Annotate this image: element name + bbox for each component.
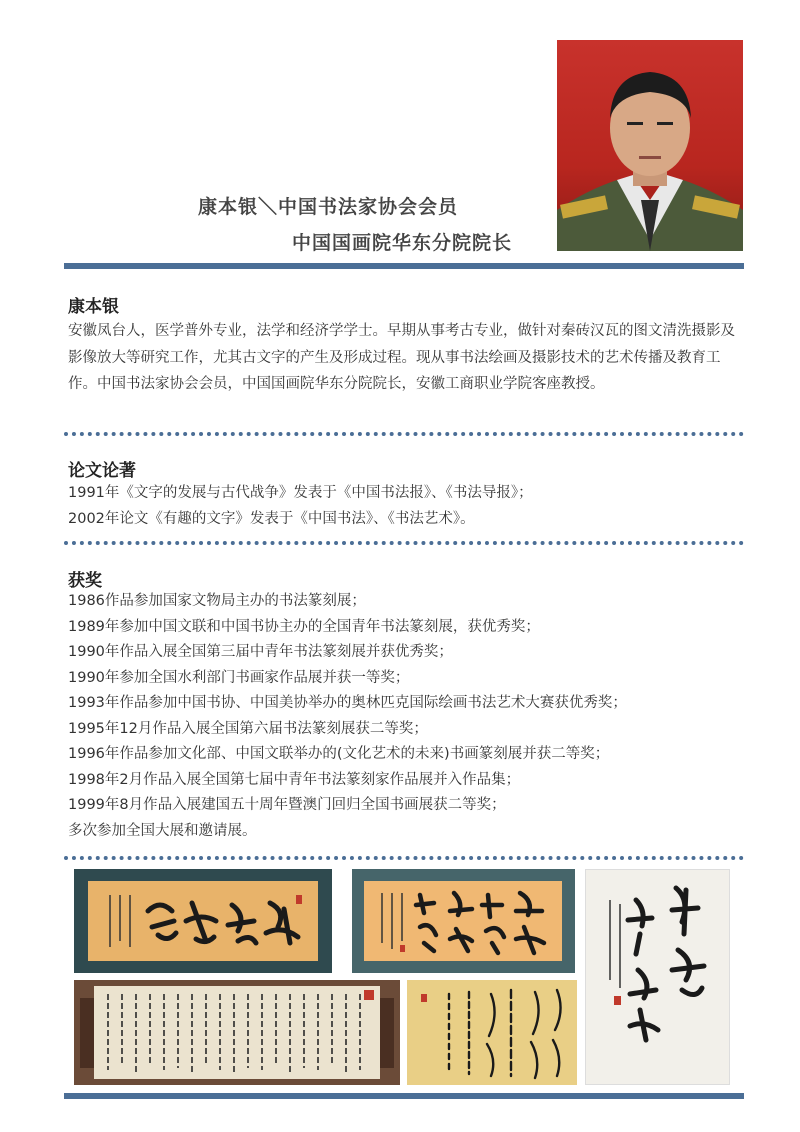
header-title-line2: 中国国画院华东分院院长 xyxy=(292,232,513,254)
list-item: 1995年12月作品入展全国第六届书法篆刻展获二等奖； xyxy=(68,720,428,737)
dotted-divider xyxy=(64,432,744,436)
calligraphy-artwork-5 xyxy=(407,980,577,1085)
list-item: 1991年《文字的发展与古代战争》发表于《中国书法报》、《书法导报》； xyxy=(68,485,533,501)
list-item: 1989年参加中国文联和中国书协主办的全国青年书法篆刻展，获优秀奖； xyxy=(68,618,540,635)
list-item: 1986作品参加国家文物局主办的书法篆刻展； xyxy=(68,593,366,609)
bio-text: 安徽凤台人，医学普外专业，法学和经济学学士。早期从事考古专业，做针对秦砖汉瓦的图文清洗摄影及影像放大等研究工作，尤其古文字的产生及形成过程。现从事书法绘画及摄影技术的艺术传播及教育工作。中国书法家协会会员，中国国画院华东分院院长，安徽工商职业学院客座教授。 xyxy=(68,323,735,392)
list-item: 1990年作品入展全国第三届中青年书法篆刻展并获优秀奖； xyxy=(68,644,453,660)
papers-title: 论文论著 xyxy=(68,461,136,481)
awards-list xyxy=(68,589,627,844)
awards-title: 获奖 xyxy=(68,571,102,591)
dotted-divider xyxy=(64,541,744,545)
papers-list xyxy=(68,480,533,532)
portrait-photo xyxy=(557,40,743,251)
list-item: 2002年论文《有趣的文字》发表于《中国书法》、《书法艺术》。 xyxy=(68,511,475,527)
header-title-line1: 康本银＼中国书法家协会会员 xyxy=(198,196,459,218)
bio-title: 康本银 xyxy=(68,297,119,317)
list-item: 多次参加全国大展和邀请展。 xyxy=(68,822,257,839)
calligraphy-artwork-4 xyxy=(74,980,400,1085)
list-item: 1999年8月作品入展建国五十周年暨澳门回归全国书画展获二等奖； xyxy=(68,797,506,813)
calligraphy-artwork-1 xyxy=(74,869,332,973)
list-item: 1996年作品参加文化部、中国文联举办的(文化艺术的未来)书画篆刻展并获二等奖； xyxy=(68,746,610,762)
list-item: 1998年2月作品入展全国第七届中青年书法篆刻家作品展并入作品集； xyxy=(68,771,521,788)
footer-divider-bar xyxy=(64,1093,744,1099)
list-item: 1990年参加全国水利部门书画家作品展并获一等奖； xyxy=(68,669,410,686)
dotted-divider xyxy=(64,856,744,860)
calligraphy-artwork-2 xyxy=(352,869,575,973)
header-divider-bar xyxy=(64,263,744,269)
calligraphy-artwork-3 xyxy=(585,869,730,1085)
list-item: 1993年作品参加中国书协、中国美协举办的奥林匹克国际绘画书法艺术大赛获优秀奖； xyxy=(68,695,627,711)
